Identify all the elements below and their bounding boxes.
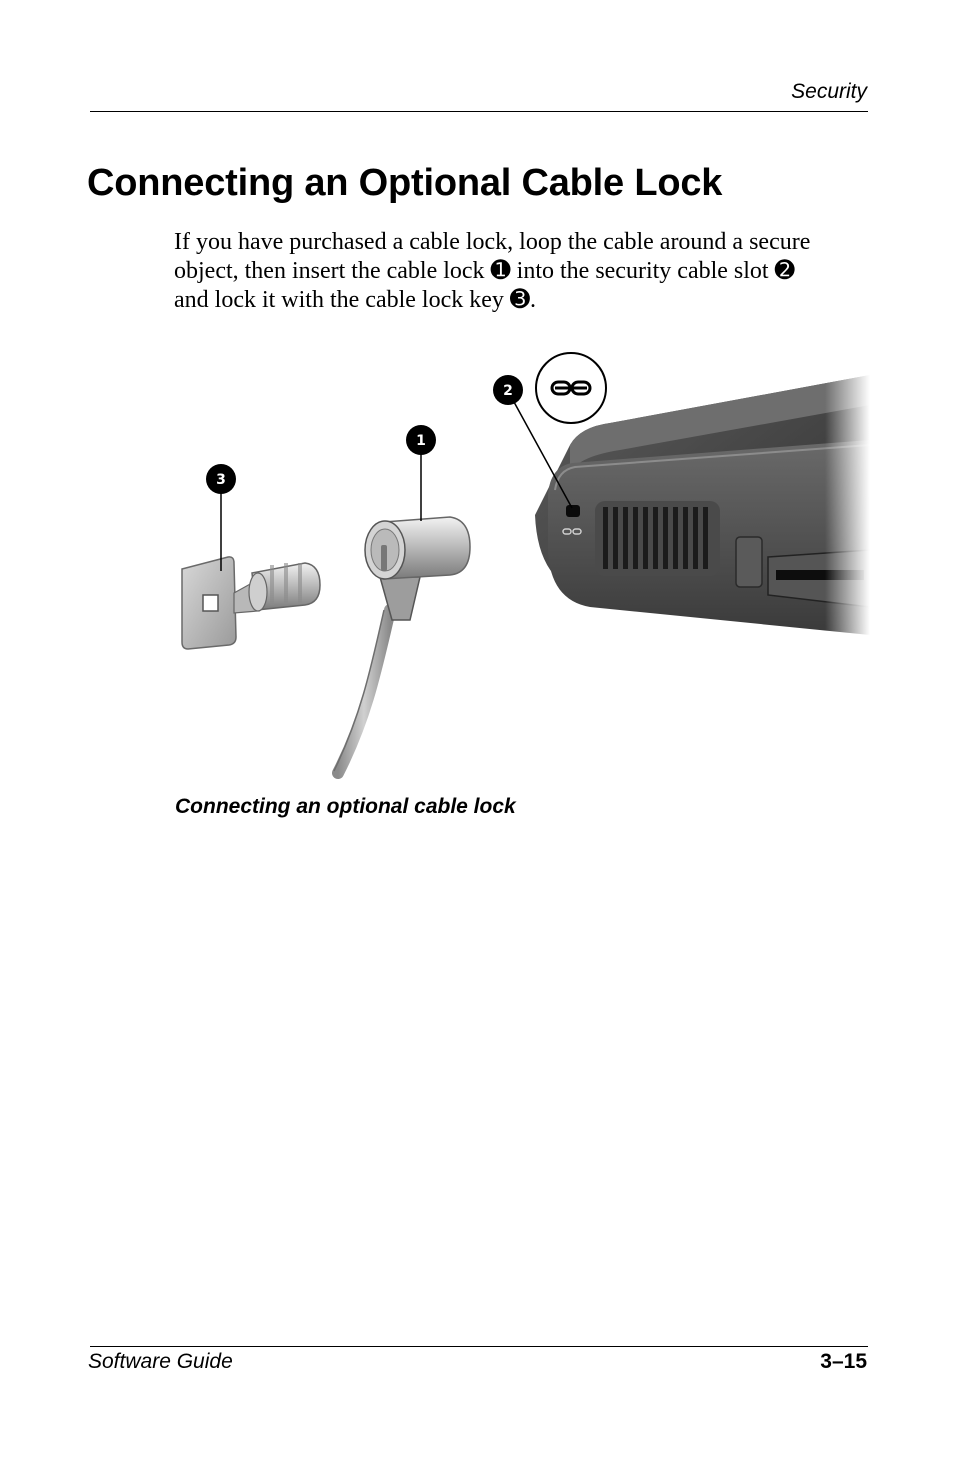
page-title: Connecting an Optional Cable Lock: [87, 162, 723, 204]
footer-guide-name: Software Guide: [88, 1350, 233, 1373]
callout-marker-1: ➊: [490, 258, 511, 284]
chain-link-icon: [536, 353, 606, 423]
svg-text:1: 1: [416, 433, 426, 449]
paragraph-line-2b: into the security cable slot: [510, 258, 775, 284]
cable-lock-illustration: [170, 345, 870, 780]
page-number: 3–15: [820, 1350, 867, 1373]
svg-text:3: 3: [216, 472, 226, 488]
figure-caption: Connecting an optional cable lock: [175, 795, 516, 818]
callout-2: [493, 375, 523, 405]
callout-marker-3: ➌: [509, 287, 531, 313]
callout-marker-2: ➋: [774, 258, 795, 284]
paragraph-line-2a: object, then insert the cable lock: [174, 258, 491, 284]
body-paragraph: [174, 228, 874, 315]
callout-3: [206, 464, 236, 494]
paragraph-line-1: If you have purchased a cable lock, loop the cable around a secure: [174, 229, 811, 255]
header-rule: [90, 111, 868, 112]
callout-1: [406, 425, 436, 455]
paragraph-line-3b: .: [530, 287, 537, 313]
cable-lock-illustration-part: [334, 517, 470, 773]
page-header-label: Security: [791, 80, 867, 103]
cable-lock-key-illustration: [182, 557, 320, 649]
footer-rule: [90, 1346, 868, 1347]
svg-text:2: 2: [503, 383, 513, 399]
paragraph-line-3a: and lock it with the cable lock key: [174, 287, 510, 313]
security-cable-slot: [566, 505, 580, 517]
